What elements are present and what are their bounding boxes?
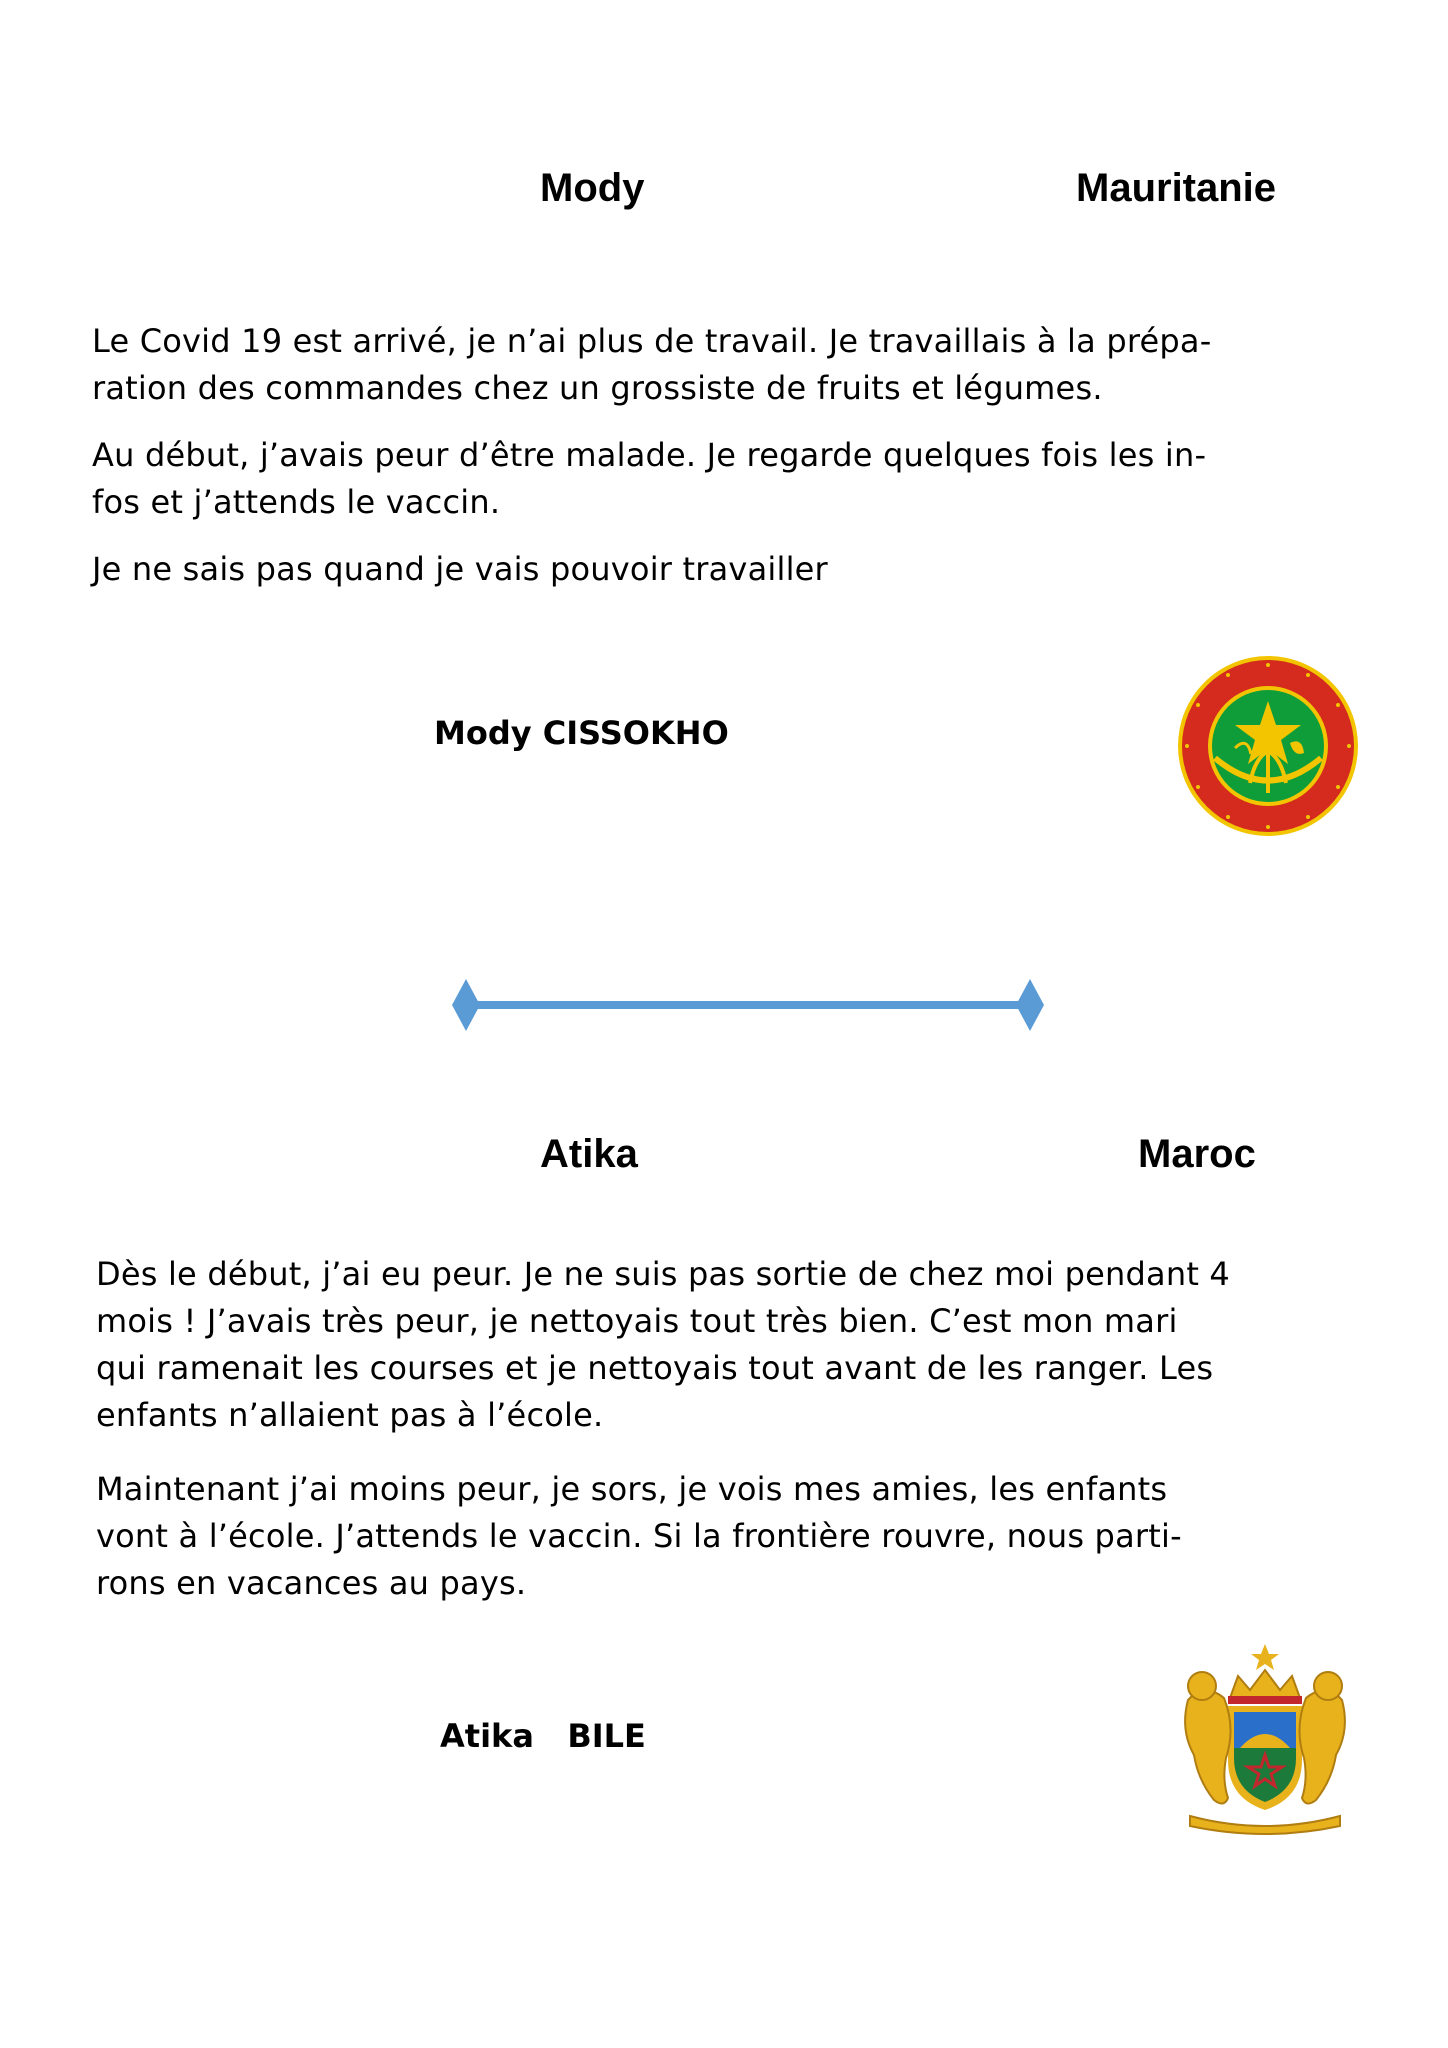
- paragraph-1-1: Le Covid 19 est arrivé, je n’ai plus de travail. Je travaillais à la prépa- ration des commandes chez un grossiste de fruits et légumes.: [92, 322, 1212, 407]
- morocco-coat-of-arms-icon: [1170, 1640, 1360, 1844]
- country-name-2: Maroc: [1138, 1132, 1256, 1176]
- paragraph-2-2: Maintenant j’ai moins peur, je sors, je vois mes amies, les enfants vont à l’école. J’attends le vaccin. Si la frontière rouvre, nous parti- rons en vacances au pays.: [96, 1470, 1182, 1602]
- paragraph-1-3: Je ne sais pas quand je vais pouvoir travailler: [92, 550, 828, 588]
- person-name-2: Atika: [540, 1132, 638, 1176]
- signature-1: Mody CISSOKHO: [434, 714, 729, 752]
- person-name-1: Mody: [540, 166, 645, 210]
- paragraph-2-1: Dès le début, j’ai eu peur. Je ne suis pas sortie de chez moi pendant 4 mois ! J’avais très peur, je nettoyais tout très bien. C’est mon mari qui ramenait les courses et je nettoyais tout avant de les ranger. Les enfants n’allaient pas à l’école.: [96, 1255, 1230, 1434]
- paragraph-1-2: Au début, j’avais peur d’être malade. Je regarde quelques fois les in- fos et j’attends le vaccin.: [92, 436, 1207, 521]
- signature-2: Atika BILE: [440, 1717, 646, 1755]
- country-name-1: Mauritanie: [1076, 166, 1277, 210]
- mauritania-coat-of-arms-icon: [1175, 653, 1361, 843]
- diamond-ended-line-icon: [450, 975, 1046, 1039]
